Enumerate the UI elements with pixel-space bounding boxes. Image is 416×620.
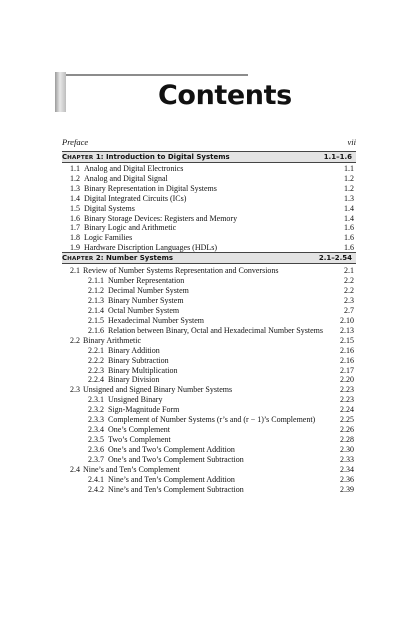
entry-page: 2.33 xyxy=(340,455,354,465)
toc-entry xyxy=(0,223,354,233)
entry-number: 2.3.1 xyxy=(88,395,104,405)
toc-entry xyxy=(0,326,354,336)
entry-title: Binary Representation in Digital Systems xyxy=(84,183,217,193)
entry-page: 1.6 xyxy=(344,223,354,233)
toc-entry xyxy=(0,266,354,276)
entry-number: 2.3.4 xyxy=(88,425,104,435)
entry-title: One’s and Two’s Complement Addition xyxy=(108,445,235,455)
entry-title: Analog and Digital Electronics xyxy=(84,164,184,173)
toc-entry xyxy=(0,475,354,485)
entry-page: 2.25 xyxy=(340,415,354,425)
entry-title: Unsigned and Signed Binary Number Systems xyxy=(83,385,233,395)
entry-title: Hardware Discription Languages (HDLs) xyxy=(84,243,218,253)
entry-number: 2.1.1 xyxy=(88,275,104,285)
entry-page: 2.20 xyxy=(340,375,354,385)
entry-title: Digital Integrated Circuits (ICs) xyxy=(84,193,187,203)
toc-entry xyxy=(0,356,354,366)
page-title: Contents xyxy=(158,80,292,111)
preface-page: vii xyxy=(347,137,356,147)
entry-page: 2.16 xyxy=(340,355,354,365)
toc-entry xyxy=(0,306,354,316)
entry-number: 1.2 xyxy=(70,173,80,183)
entry-title: Nine’s and Ten’s Complement xyxy=(83,465,180,474)
entry-page: 2.2 xyxy=(344,275,354,285)
toc-entry xyxy=(0,164,354,174)
entry-page: 2.39 xyxy=(340,484,354,494)
entry-page: 2.26 xyxy=(340,425,354,435)
toc-entry xyxy=(0,346,354,356)
entry-number: 2.1.5 xyxy=(88,315,104,325)
entry-title: Hexadecimal Number System xyxy=(108,315,204,325)
entry-number: 1.3 xyxy=(70,183,80,193)
entry-number: 1.8 xyxy=(70,233,80,243)
entry-page: 1.1 xyxy=(344,164,354,173)
preface-label: Preface xyxy=(62,137,89,147)
entry-page: 1.6 xyxy=(344,243,354,253)
entry-number: 2.3.7 xyxy=(88,455,104,465)
toc-entry xyxy=(0,405,354,415)
entry-title: Binary Number System xyxy=(108,295,184,305)
entry-page: 1.2 xyxy=(344,183,354,193)
toc-entry xyxy=(0,455,354,465)
entry-page: 2.2 xyxy=(344,285,354,295)
entry-page: 2.10 xyxy=(340,315,354,325)
entry-number: 2.4.2 xyxy=(88,484,104,494)
entry-page: 2.28 xyxy=(340,435,354,445)
toc-entry xyxy=(0,184,354,194)
toc-entry xyxy=(0,425,354,435)
entry-number: 1.9 xyxy=(70,243,80,253)
entry-page: 2.34 xyxy=(340,465,354,474)
entry-page: 1.4 xyxy=(344,203,354,213)
header-rule xyxy=(66,74,248,76)
entry-page: 2.3 xyxy=(344,295,354,305)
entry-number: 2.2.3 xyxy=(88,365,104,375)
toc-entry xyxy=(0,385,354,395)
entry-title: Sign-Magnitude Form xyxy=(108,405,180,415)
entry-number: 2.1.4 xyxy=(88,305,104,315)
entry-title: Logic Families xyxy=(84,233,133,243)
entry-number: 1.1 xyxy=(70,164,80,173)
entry-title: Analog and Digital Signal xyxy=(84,173,168,183)
toc-entry xyxy=(0,204,354,214)
chapter-title: CHAPTER 2: Number Systems xyxy=(62,254,174,262)
toc-entry xyxy=(0,233,354,243)
entry-number: 2.3.5 xyxy=(88,435,104,445)
entry-title: One’s Complement xyxy=(108,425,170,435)
entry-number: 2.1.2 xyxy=(88,285,104,295)
toc-entry xyxy=(0,336,354,346)
toc-entry xyxy=(0,316,354,326)
entry-title: Decimal Number System xyxy=(108,285,189,295)
entry-number: 2.2 xyxy=(70,335,80,345)
entry-page: 2.15 xyxy=(340,335,354,345)
entry-page: 2.36 xyxy=(340,474,354,484)
entry-number: 2.3.6 xyxy=(88,445,104,455)
toc-entry xyxy=(0,276,354,286)
toc-entry xyxy=(0,395,354,405)
entry-number: 2.4.1 xyxy=(88,474,104,484)
entry-title: Digital Systems xyxy=(84,203,135,213)
entry-number: 2.3 xyxy=(70,385,80,395)
entry-title: Binary Storage Devices: Registers and Memory xyxy=(84,213,238,223)
entry-page: 2.24 xyxy=(340,405,354,415)
entry-page: 2.23 xyxy=(340,385,354,395)
entry-number: 2.2.4 xyxy=(88,375,104,385)
entry-number: 2.1.3 xyxy=(88,295,104,305)
entry-number: 1.7 xyxy=(70,223,80,233)
entry-title: Nine’s and Ten’s Complement Addition xyxy=(108,474,235,484)
entry-page: 2.1 xyxy=(344,266,354,275)
entry-title: Nine’s and Ten’s Complement Subtraction xyxy=(108,484,244,494)
entry-page: 1.4 xyxy=(344,213,354,223)
toc-entry xyxy=(0,214,354,224)
entry-number: 1.6 xyxy=(70,213,80,223)
entry-title: Number Representation xyxy=(108,275,185,285)
entry-number: 2.1.6 xyxy=(88,325,104,335)
entry-page: 2.7 xyxy=(344,305,354,315)
header-accent-bar xyxy=(55,72,66,112)
entry-page: 2.13 xyxy=(340,325,354,335)
entry-number: 2.2.2 xyxy=(88,355,104,365)
toc-entry xyxy=(0,174,354,184)
toc-entry xyxy=(0,485,354,495)
entry-number: 2.4 xyxy=(70,465,80,474)
chapter-title: CHAPTER 1: Introduction to Digital Systems xyxy=(62,153,230,161)
toc-entry xyxy=(0,445,354,455)
entry-title: Binary Arithmetic xyxy=(83,335,141,345)
preface-entry xyxy=(62,137,356,149)
entry-title: Binary Multiplication xyxy=(108,365,178,375)
chapter-pages: 1.1–1.6 xyxy=(323,153,352,161)
entry-number: 2.1 xyxy=(70,266,80,275)
entry-page: 1.3 xyxy=(344,193,354,203)
entry-title: Binary Addition xyxy=(108,345,160,355)
entry-number: 2.3.2 xyxy=(88,405,104,415)
toc-entry xyxy=(0,465,354,475)
entry-number: 1.5 xyxy=(70,203,80,213)
entry-page: 1.2 xyxy=(344,173,354,183)
entry-page: 2.30 xyxy=(340,445,354,455)
entry-page: 2.16 xyxy=(340,345,354,355)
entry-number: 2.3.3 xyxy=(88,415,104,425)
toc-entry xyxy=(0,415,354,425)
entry-number: 1.4 xyxy=(70,193,80,203)
entry-title: Review of Number Systems Representation and Conversions xyxy=(83,266,279,275)
entry-number: 2.2.1 xyxy=(88,345,104,355)
chapter-2-heading xyxy=(62,252,356,264)
entry-page: 2.17 xyxy=(340,365,354,375)
entry-title: Relation between Binary, Octal and Hexadecimal Number Systems xyxy=(108,325,323,335)
chapter-pages: 2.1–2.54 xyxy=(318,254,352,262)
entry-page: 2.23 xyxy=(340,395,354,405)
toc-entry xyxy=(0,366,354,376)
toc-entry xyxy=(0,435,354,445)
entry-title: Unsigned Binary xyxy=(108,395,163,405)
toc-entry xyxy=(0,286,354,296)
entry-title: Octal Number System xyxy=(108,305,180,315)
chapter-1-heading xyxy=(62,151,356,163)
toc-entry xyxy=(0,375,354,385)
entry-title: Binary Logic and Arithmetic xyxy=(84,223,177,233)
entry-title: One’s and Two’s Complement Subtraction xyxy=(108,455,244,465)
entry-title: Binary Subtraction xyxy=(108,355,169,365)
toc-entry xyxy=(0,296,354,306)
entry-title: Complement of Number Systems (r’s and (r − 1)’s Complement) xyxy=(108,415,316,425)
entry-page: 1.6 xyxy=(344,233,354,243)
toc-entry xyxy=(0,194,354,204)
entry-title: Two’s Complement xyxy=(108,435,171,445)
entry-title: Binary Division xyxy=(108,375,160,385)
